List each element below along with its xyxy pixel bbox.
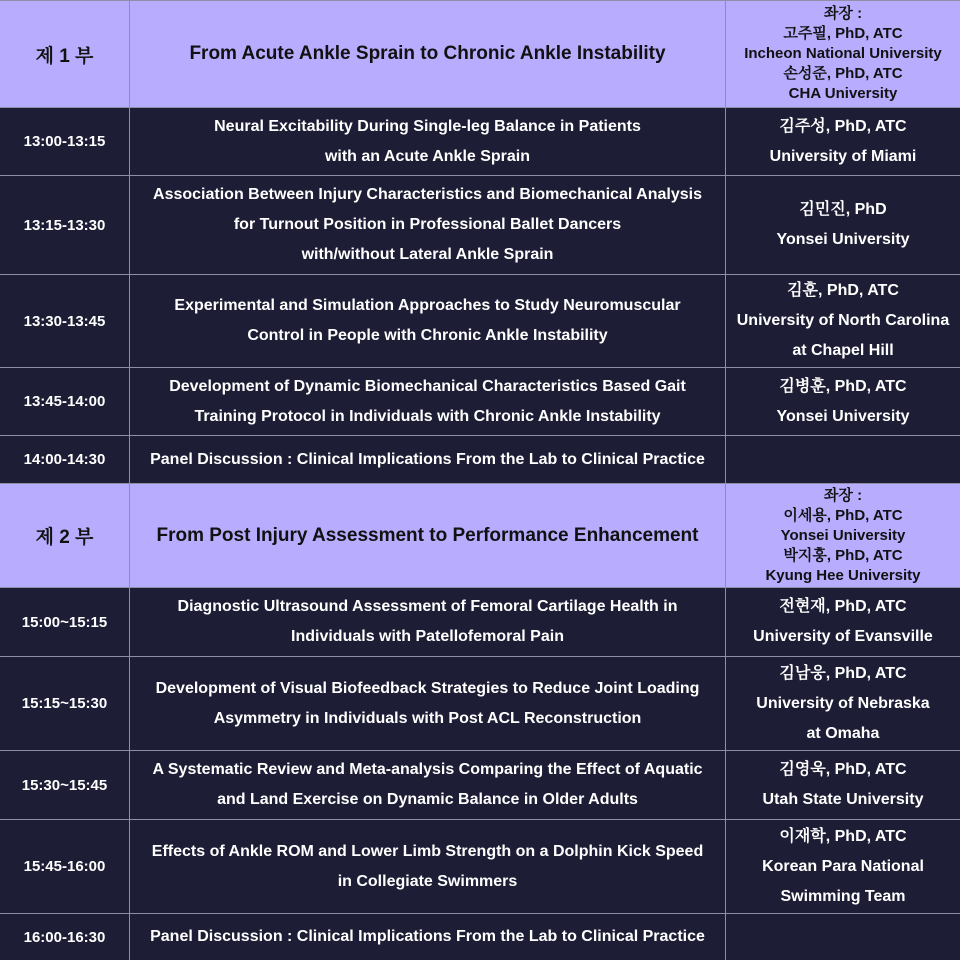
talk-title-line: Individuals with Patellofemoral Pain	[291, 628, 564, 645]
talk-title	[130, 657, 726, 750]
table-row	[0, 587, 960, 656]
talk-title-line: A Systematic Review and Meta-analysis Comparing the Effect of Aquatic	[152, 761, 703, 778]
speaker-line: 김영욱, PhD, ATC	[779, 761, 907, 778]
speaker-line: 이재학, PhD, ATC	[779, 827, 907, 845]
talk-title-line: Training Protocol in Individuals with Chronic Ankle Instability	[194, 407, 661, 425]
table-row	[0, 750, 960, 819]
chair-line: 손성준, PhD, ATC	[783, 65, 903, 82]
table-row	[0, 274, 960, 367]
talk-speaker	[726, 275, 960, 367]
chair-label: 좌장 :	[823, 486, 863, 504]
talk-speaker	[726, 820, 960, 913]
talk-title-line: Development of Dynamic Biomechanical Characteristics Based Gait	[169, 377, 686, 395]
table-row	[0, 107, 960, 175]
talk-title-line: with an Acute Ankle Sprain	[324, 147, 531, 165]
talk-time: 15:15~15:30	[0, 657, 130, 750]
talk-title-line: Control in People with Chronic Ankle Instability	[247, 327, 608, 344]
talk-title	[130, 108, 726, 175]
talk-title-line: Development of Visual Biofeedback Strategies to Reduce Joint Loading	[155, 679, 700, 697]
chair-line: 고주필, PhD, ATC	[783, 25, 903, 42]
talk-time: 15:30~15:45	[0, 751, 130, 819]
session-title: From Acute Ankle Sprain to Chronic Ankle Instability	[130, 1, 726, 107]
speaker-line: University of North Carolina	[736, 312, 950, 329]
speaker-line: 김민진, PhD	[799, 201, 887, 218]
talk-speaker	[726, 588, 960, 656]
talk-speaker	[726, 176, 960, 274]
talk-title-line: Panel Discussion : Clinical Implications From the Lab to Clinical Practice	[150, 928, 705, 945]
table-row	[0, 913, 960, 960]
speaker-line: Yonsei University	[776, 231, 910, 248]
speaker-line: 전현재, PhD, ATC	[779, 598, 907, 615]
talk-title-line: in Collegiate Swimmers	[337, 872, 518, 890]
talk-title-line: and Land Exercise on Dynamic Balance in Older Adults	[217, 791, 638, 808]
talk-title	[130, 751, 726, 819]
talk-title	[130, 436, 726, 483]
session-header	[0, 483, 960, 587]
speaker-line: 김훈, PhD, ATC	[787, 282, 899, 299]
talk-speaker	[726, 436, 960, 483]
table-row	[0, 175, 960, 274]
speaker-line: University of Miami	[769, 147, 917, 165]
table-row	[0, 656, 960, 750]
talk-title-line: Association Between Injury Characteristics and Biomechanical Analysis	[153, 186, 702, 203]
chair-line: Kyung Hee University	[765, 566, 921, 584]
chair-line: Incheon National University	[744, 45, 942, 62]
talk-time: 13:15-13:30	[0, 176, 130, 274]
talk-speaker	[726, 368, 960, 435]
session-header	[0, 0, 960, 107]
talk-time: 13:00-13:15	[0, 108, 130, 175]
speaker-line: 김병훈, PhD, ATC	[779, 377, 907, 395]
session-chairs	[726, 1, 960, 107]
chair-line: 박지훙, PhD, ATC	[783, 546, 903, 564]
talk-time: 14:00-14:30	[0, 436, 130, 483]
talk-title-line: Effects of Ankle ROM and Lower Limb Strength on a Dolphin Kick Speed	[151, 842, 704, 860]
talk-title	[130, 368, 726, 435]
talk-time: 13:45-14:00	[0, 368, 130, 435]
chair-label: 좌장 :	[823, 5, 863, 22]
speaker-line: University of Evansville	[753, 628, 933, 645]
talk-title-line: Experimental and Simulation Approaches to Study Neuromuscular	[174, 297, 681, 314]
talk-speaker	[726, 657, 960, 750]
speaker-line: 김주성, PhD, ATC	[779, 117, 907, 135]
talk-speaker	[726, 108, 960, 175]
speaker-line: 김남웅, PhD, ATC	[779, 664, 907, 682]
talk-title-line: Neural Excitability During Single-leg Balance in Patients	[214, 117, 641, 135]
talk-title	[130, 275, 726, 367]
table-row	[0, 819, 960, 913]
speaker-line: Yonsei University	[776, 407, 910, 425]
talk-time: 13:30-13:45	[0, 275, 130, 367]
session-part: 제 1 부	[0, 1, 130, 107]
speaker-line: University of Nebraska	[756, 694, 930, 712]
talk-title-line: Asymmetry in Individuals with Post ACL Reconstruction	[213, 709, 642, 727]
talk-title	[130, 588, 726, 656]
talk-speaker	[726, 914, 960, 960]
talk-title	[130, 914, 726, 960]
session-chairs	[726, 484, 960, 587]
speaker-line: Korean Para National	[762, 857, 924, 875]
session-title: From Post Injury Assessment to Performance Enhancement	[130, 484, 726, 587]
talk-time: 16:00-16:30	[0, 914, 130, 960]
talk-time: 15:00~15:15	[0, 588, 130, 656]
talk-speaker	[726, 751, 960, 819]
speaker-line: at Omaha	[806, 724, 880, 742]
talk-title	[130, 820, 726, 913]
chair-line: Yonsei University	[780, 526, 906, 544]
speaker-line: Utah State University	[762, 791, 924, 808]
talk-title	[130, 176, 726, 274]
session-part: 제 2 부	[0, 484, 130, 587]
talk-title-line: for Turnout Position in Professional Ballet Dancers	[233, 216, 622, 233]
table-row	[0, 435, 960, 483]
talk-title-line: with/without Lateral Ankle Sprain	[301, 246, 554, 263]
table-row	[0, 367, 960, 435]
speaker-line: Swimming Team	[780, 887, 906, 905]
talk-title-line: Diagnostic Ultrasound Assessment of Femoral Cartilage Health in	[177, 598, 678, 615]
chair-line: CHA University	[788, 85, 898, 102]
talk-title-line: Panel Discussion : Clinical Implications From the Lab to Clinical Practice	[150, 450, 705, 468]
speaker-line: at Chapel Hill	[792, 342, 894, 359]
talk-time: 15:45-16:00	[0, 820, 130, 913]
chair-line: 이세용, PhD, ATC	[783, 506, 903, 524]
